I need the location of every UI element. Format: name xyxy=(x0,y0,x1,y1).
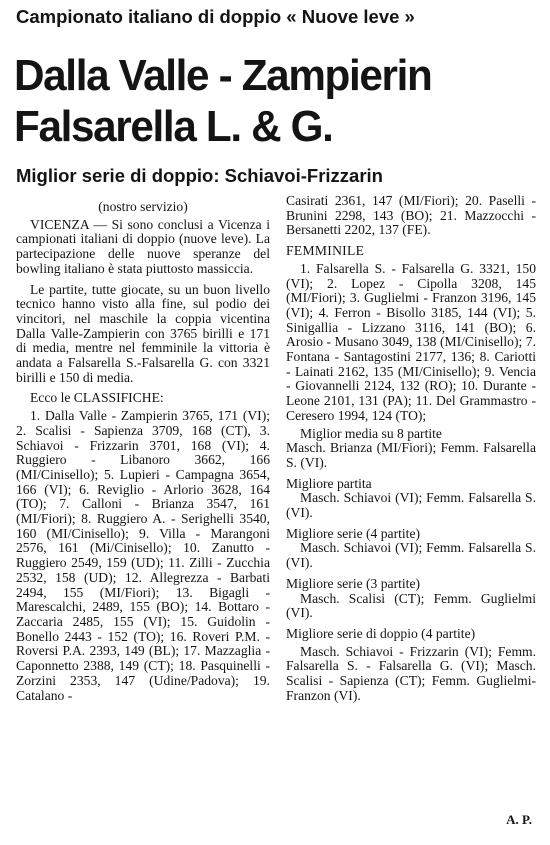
byline: (nostro servizio) xyxy=(98,199,188,214)
headline-line-1: Dalla Valle - Zampierin xyxy=(14,51,432,100)
right-column xyxy=(286,194,536,704)
award-detail: Masch. Brianza (MI/Fiori); Femm. Falsarella S. (VI). xyxy=(286,440,536,470)
maschile-results-continued: Casirati 2361, 147 (MI/Fiori); 20. Paselli - Brunini 2298, 143 (BO); 21. Mazzocchi - Bersanetti 2202, 137 (FE). xyxy=(286,193,536,238)
paragraph-2: Le partite, tutte giocate, su un buon livello tecnico hanno visto alla fine, sul podio dei vincitori, nel maschile la coppia vicentina Dalla Valle-Zampierin con 3765 birilli e 171 di media, mentre nel femminile la vittoria è andata a Falsarella S.-Falsarella G. con 3321 birilli e 150 di media. xyxy=(16,281,270,385)
award-title: Migliore serie (4 partite) xyxy=(286,525,420,541)
author-signature: A. P. xyxy=(506,812,532,827)
left-column xyxy=(16,200,270,703)
award-detail: Masch. Schiavoi (VI); Femm. Falsarella S. (VI). xyxy=(286,490,536,521)
award-detail: Masch. Schiavoi - Frizzarin (VI); Femm. Falsarella S. - Falsarella G. (VI); Masch. Scalisi - Sapienza (CT); Femm. Guglielmi-Franzon (VI). xyxy=(286,643,536,703)
paragraph-1 xyxy=(16,218,270,277)
kicker: Campionato italiano di doppio « Nuove leve » xyxy=(16,6,415,27)
headline xyxy=(14,50,518,152)
award-title: Miglior media su 8 partite xyxy=(300,425,442,441)
dateline: VICENZA xyxy=(30,216,89,232)
award-detail: Masch. Schiavoi (VI); Femm. Falsarella S. (VI). xyxy=(286,540,536,571)
award-title: Migliore serie (3 partite) xyxy=(286,575,420,591)
deck-subtitle: Miglior serie di doppio: Schiavoi-Frizzarin xyxy=(16,165,383,186)
femminile-results: 1. Falsarella S. - Falsarella G. 3321, 150 (VI); 2. Lopez - Cipolla 3208, 145 (MI/Fiori); 3. Guglielmi - Franzon 3196, 145 (VI); 4. Ferron - Bisollo 3185, 144 (VI); 5. Sinigallia - Lizzano 3116, 141 (BO); 6. Arosio - Musano 3049, 138 (MI/Cinisello); 7. Fontana - Santagostini 2177, 136; 8. Cariotti - Lainati 2162, 135 (MI/Cinisello); 9. Vencia - Giovannelli 2124, 132 (RO); 10. Durante - Leone 2101, 131 (PA); 11. Del Grammastro - Ceresero 1994, 124 (TO); xyxy=(286,260,536,423)
femminile-heading: FEMMINILE xyxy=(286,243,365,259)
paragraph-1-text: — Si sono conclusi a Vicenza i campionati italiani di doppio (nuove leve). La partecipazione delle nuove speranze del bowling italiano è stata piuttosto massiccia. xyxy=(16,216,270,276)
maschile-results: 1. Dalla Valle - Zampierin 3765, 171 (VI); 2. Scalisi - Sapienza 3709, 168 (CT), 3. Schiavoi - Frizzarin 3701, 168 (VI); 4. Ruggiero - Libanoro 3662, 166 (MI/Cinisello); 5. Lupieri - Campagna 3654, 166 (VI); 6. Reviglio - Arlorio 3628, 164 (TO); 7. Calloni - Brianza 3547, 161 (MI/Fiori); 8. Ruggiero A. - Serighelli 3540, 160 (MI/Cinisello); 9. Villa - Marangoni 2576, 161 (Mi/Cinisello); 10. Zanutto - Ruggiero 2549, 159 (UD); 11. Zilli - Zucchia 2532, 158 (UD); 12. Allegrezza - Barbati 2494, 155 (MI/Fiori); 13. Bigagli - Marescalchi, 2489, 155 (BO); 14. Bottaro - Zaccaria 2485, 155 (VI); 15. Guidolin - Bonello 2443 - 152 (TO); 16. Roveri P.M. - Roversi P.A. 2393, 149 (BL); 17. Mazzaglia - Caponnetto 2388, 149 (CT); 18. Pasquinelli - Zorzini 2353, 147 (Udine/Padova); 19. Catalano - xyxy=(16,408,270,703)
award-title: Migliore partita xyxy=(286,475,372,491)
classifiche-intro: Ecco le CLASSIFICHE: xyxy=(30,390,164,406)
award-title: Migliore serie di doppio (4 partite) xyxy=(286,625,476,641)
headline-line-2: Falsarella L. & G. xyxy=(14,102,333,151)
award-detail: Masch. Scalisi (CT); Femm. Guglielmi (VI). xyxy=(286,590,536,621)
